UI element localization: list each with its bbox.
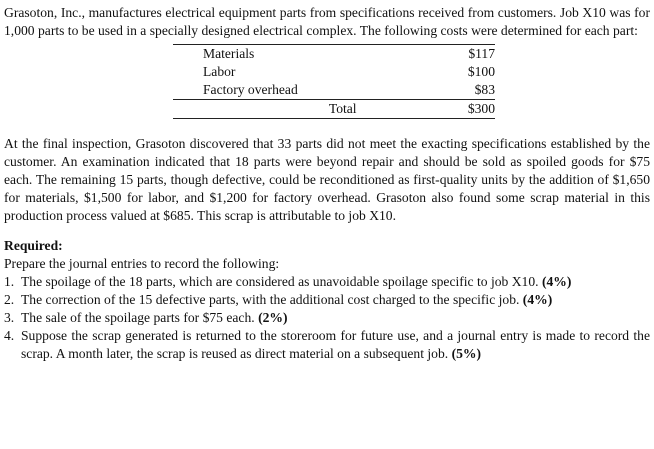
item-text: The correction of the 15 defective parts, with the additional cost charged to the specific job. — [21, 292, 520, 307]
item-number: 2. — [4, 292, 15, 307]
cost-row-labor — [173, 63, 495, 81]
item-points: (4%) — [522, 292, 553, 307]
item-points: (2%) — [258, 310, 288, 325]
item-text: Suppose the scrap generated is returned to the storeroom for future use, and a journal entry is made to record the scrap. A month later, the scrap is reused as direct material on a subsequent job. — [21, 328, 650, 361]
item-number: 1. — [4, 274, 15, 289]
item-text: The spoilage of the 18 parts, which are considered as unavoidable spoilage specific to job X10. — [21, 274, 539, 289]
total-amount: $300 — [432, 100, 495, 119]
item-points: (5%) — [451, 346, 482, 361]
required-intro: Prepare the journal entries to record the following: — [4, 256, 280, 271]
total-label: Total — [173, 100, 432, 119]
required-item — [4, 309, 650, 327]
spacer — [4, 119, 650, 135]
required-list — [4, 273, 650, 363]
cost-table — [173, 44, 495, 119]
required-item — [4, 273, 650, 291]
item-number: 4. — [4, 328, 15, 343]
required-item — [4, 327, 650, 363]
cost-label: Factory overhead — [173, 81, 432, 100]
item-points: (4%) — [541, 274, 572, 289]
cost-label: Materials — [173, 45, 432, 64]
cost-row-overhead — [173, 81, 495, 100]
item-text: The sale of the spoilage parts for $75 each. — [21, 310, 255, 325]
inspection-paragraph: At the final inspection, Grasoton discovered that 33 parts did not meet the exacting specifications established by the customer. An examination indicated that 18 parts were beyond repair and should be sold as spoiled goods for $75 each. The remaining 15 parts, though defective, could be reconditioned as first-quality units by the addition of $1,650 for materials, $1,500 for labor, and $1,200 for factory overhead. Grasoton also found some scrap material in this production process valued at $685. This scrap is attributable to job X10. — [4, 136, 650, 223]
cost-row-total — [173, 100, 495, 119]
cost-amount: $83 — [432, 81, 495, 100]
required-heading: Required: — [4, 238, 63, 253]
spacer — [4, 225, 650, 237]
intro-paragraph: Grasoton, Inc., manufactures electrical equipment parts from specifications received from customers. Job X10 was for 1,000 parts to be used in a specially designed electrical complex. The following costs were determined for each part: — [4, 5, 650, 38]
cost-amount: $117 — [432, 45, 495, 64]
required-item — [4, 291, 650, 309]
cost-label: Labor — [203, 64, 236, 79]
item-number: 3. — [4, 310, 15, 325]
cost-row-materials — [173, 45, 495, 64]
cost-amount: $100 — [467, 64, 495, 79]
